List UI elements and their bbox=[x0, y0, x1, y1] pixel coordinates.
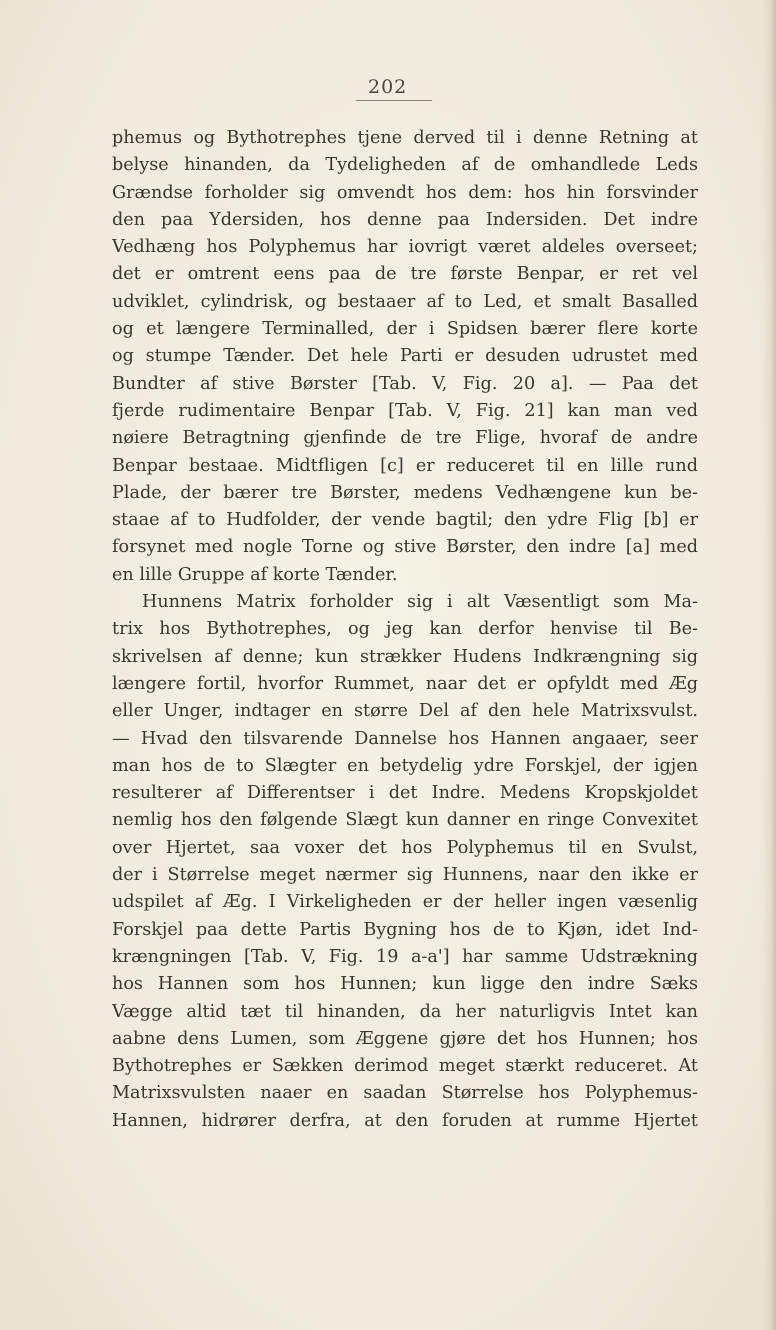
text-line: man hos de to Slægter en betydelig ydre Forskjel, der igjen bbox=[112, 755, 698, 776]
text-line: Vægge altid tæt til hinanden, da her naturligvis Intet kan bbox=[112, 1001, 698, 1022]
text-line: belyse hinanden, da Tydeligheden af de omhandlede Leds bbox=[112, 155, 698, 176]
body-text bbox=[112, 125, 698, 1135]
text-line: fjerde rudimentaire Benpar [Tab. V, Fig. 21] kan man ved bbox=[112, 400, 698, 421]
text-line: Grændse forholder sig omvendt hos dem: hos hin forsvinder bbox=[112, 182, 698, 203]
text-line: Bythotrephes er Sækken derimod meget stærkt reduceret. At bbox=[112, 1056, 698, 1077]
text-line: Matrixsvulsten naaer en saadan Størrelse hos Polyphemus- bbox=[112, 1083, 698, 1104]
text-line: Hunnens Matrix forholder sig i alt Væsentligt som Ma- bbox=[142, 592, 698, 613]
text-line: trix hos Bythotrephes, og jeg kan derfor henvise til Be- bbox=[112, 619, 698, 640]
text-line: Plade, der bærer tre Børster, medens Vedhængene kun be- bbox=[112, 482, 698, 503]
text-line: udviklet, cylindrisk, og bestaaer af to Led, et smalt Basalled bbox=[112, 291, 698, 312]
text-line: eller Unger, indtager en større Del af den hele Matrixsvulst. bbox=[112, 701, 698, 722]
text-line: der i Størrelse meget nærmer sig Hunnens, naar den ikke er bbox=[112, 865, 698, 886]
text-line: — Hvad den tilsvarende Dannelse hos Hannen angaaer, seer bbox=[112, 728, 698, 749]
text-line: forsynet med nogle Torne og stive Børster, den indre [a] med bbox=[112, 537, 698, 558]
page-number: 202 bbox=[368, 76, 408, 98]
text-line: Hannen, hidrører derfra, at den foruden at rumme Hjertet bbox=[112, 1110, 698, 1131]
text-line: og stumpe Tænder. Det hele Parti er desuden udrustet med bbox=[112, 346, 698, 367]
text-line: over Hjertet, saa voxer det hos Polyphemus til en Svulst, bbox=[112, 837, 698, 858]
text-line: en lille Gruppe af korte Tænder. bbox=[112, 564, 398, 585]
text-line: og et længere Terminalled, der i Spidsen bærer flere korte bbox=[112, 319, 698, 340]
text-line: længere fortil, hvorfor Rummet, naar det er opfyldt med Æg bbox=[112, 673, 698, 694]
text-line: udspilet af Æg. I Virkeligheden er der heller ingen væsenlig bbox=[112, 892, 698, 913]
text-line: staae af to Hudfolder, der vende bagtil; den ydre Flig [b] er bbox=[112, 510, 698, 531]
text-line: phemus og Bythotrephes tjene derved til i denne Retning at bbox=[112, 128, 698, 148]
text-line: Forskjel paa dette Partis Bygning hos de to Kjøn, idet Ind- bbox=[112, 919, 698, 940]
text-line: nøiere Betragtning gjenfinde de tre Flige, hvoraf de andre bbox=[112, 428, 698, 449]
text-line: skrivelsen af denne; kun strækker Hudens Indkrængning sig bbox=[112, 646, 698, 667]
text-line: hos Hannen som hos Hunnen; kun ligge den indre Sæks bbox=[112, 974, 698, 995]
text-line: Benpar bestaae. Midtfligen [c] er reduceret til en lille rund bbox=[112, 455, 698, 476]
text-line: det er omtrent eens paa de tre første Benpar, er ret vel bbox=[112, 264, 698, 285]
page-edge-shadow bbox=[762, 0, 776, 1330]
text-line: Bundter af stive Børster [Tab. V, Fig. 20 a]. — Paa det bbox=[112, 373, 698, 394]
page-number-rule bbox=[356, 100, 432, 101]
text-line: den paa Ydersiden, hos denne paa Indersiden. Det indre bbox=[112, 209, 698, 230]
text-line: Vedhæng hos Polyphemus har iovrigt været aldeles overseet; bbox=[112, 237, 698, 258]
text-line: aabne dens Lumen, som Æggene gjøre det hos Hunnen; hos bbox=[112, 1028, 698, 1049]
text-line: resulterer af Differentser i det Indre. Medens Kropskjoldet bbox=[112, 783, 698, 804]
text-line: nemlig hos den følgende Slægt kun danner en ringe Convexitet bbox=[112, 810, 698, 831]
text-line: krængningen [Tab. V, Fig. 19 a-a'] har samme Udstrækning bbox=[112, 946, 698, 967]
